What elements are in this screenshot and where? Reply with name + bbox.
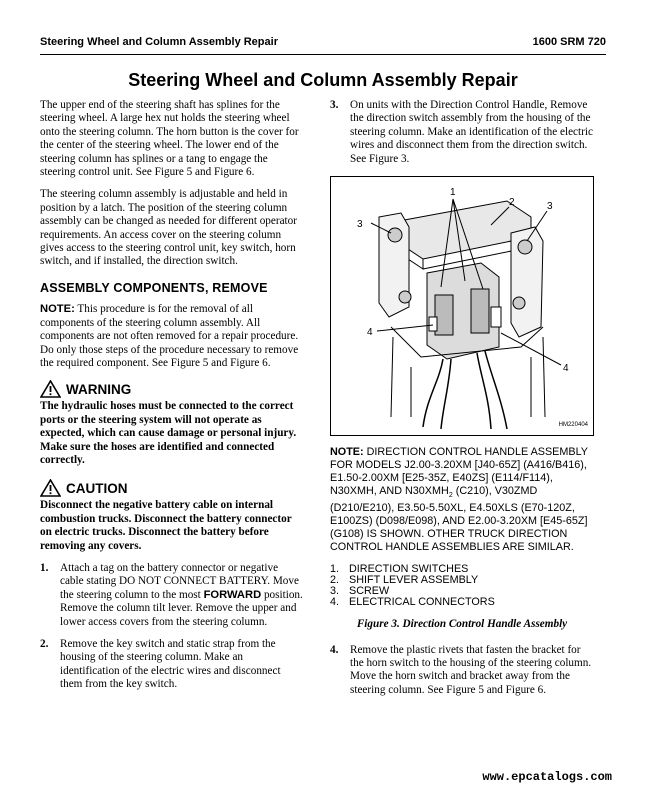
step-number: 4.: [330, 643, 339, 656]
note-label: NOTE:: [40, 303, 75, 316]
running-header-doc-number: 1600 SRM 720: [532, 36, 606, 48]
adjustment-paragraph: The steering column assembly is adjustable and held in position by a latch. The position of the steering column assembly can be changed as needed for different operator requirements. An access cover on the steering column gives access to the steering control unit, key switch, horn switch, and if installed, the direction switch.: [40, 188, 297, 268]
watermark-link[interactable]: www.epcatalogs.com: [482, 770, 612, 784]
caution-icon: [40, 479, 61, 497]
step-number: 1.: [40, 561, 49, 574]
callout-1: 1: [450, 187, 456, 199]
step-text: Attach a tag on the battery connector or negative cable stating DO NOT CONNECT BATTERY. Move the steering column to the most FORWARD position. Remove the column tilt lever. Remove the upper and lower access covers from the steering column.: [60, 561, 303, 628]
step-1: [40, 562, 304, 629]
callout-4-right: 4: [563, 363, 569, 375]
running-header-title: Steering Wheel and Column Assembly Repair: [40, 36, 278, 48]
intro-paragraph: The upper end of the steering shaft has splines for the steering wheel. A large hex nut holds the steering wheel onto the steering column. The horn button is the cover for the center of the steering wheel. The lower end of the steering column has splines or a tang to engage the steering control unit. See Figure 5 and Figure 6.: [40, 99, 299, 179]
caution-heading: [40, 479, 304, 497]
left-column: [40, 99, 304, 692]
warning-label: WARNING: [66, 381, 132, 397]
legend-item: 1. DIRECTION SWITCHES: [330, 563, 469, 576]
direction-control-handle-drawing: [331, 177, 593, 433]
step-number: 2.: [40, 638, 49, 650]
figure-3-illustration: [330, 176, 594, 436]
step-4: [330, 644, 594, 698]
step-3: [330, 99, 594, 166]
note-text: This procedure is for the removal of all components of the steering column assembly. All components are not often removed for a repair procedure. Do only those steps of the procedure necessary to remove the required component. See Figure 5 and Figure 6.: [40, 303, 299, 369]
legend-item: 3. SCREW: [330, 585, 390, 598]
figure-id: HM220404: [558, 421, 588, 428]
legend-item: 4. ELECTRICAL CONNECTORS: [330, 596, 495, 609]
step-text: Remove the key switch and static strap from the housing of the steering column. Make an identification of the electric wires and disconnect them from the key switch.: [60, 638, 281, 691]
callout-3-left: 3: [357, 219, 363, 231]
warning-icon: [40, 380, 61, 398]
page-title: Steering Wheel and Column Assembly Repair: [128, 70, 518, 90]
caution-text: Disconnect the negative battery cable on internal combustion trucks. Disconnect the battery connector on electric trucks. Disconnect the battery before removing any covers.: [40, 499, 292, 552]
callout-2: 2: [509, 197, 515, 209]
header-rule: [40, 54, 606, 55]
warning-text: The hydraulic hoses must be connected to the correct ports or the steering system will not operate as expected, which can cause damage or personal injury. Make sure the hoses are identified and connected correctly.: [40, 400, 297, 466]
caution-label: CAUTION: [66, 480, 128, 496]
note-label: NOTE:: [330, 446, 364, 459]
right-column: [330, 99, 594, 697]
step-text: On units with the Direction Control Handle, Remove the direction switch assembly from the housing of the steering column. Make an identification of the electric wires and disconnect them from the direction switch. See Figure 3.: [350, 99, 593, 165]
step-text: Remove the plastic rivets that fasten the bracket for the horn switch to the housing of the steering column. Move the horn switch and bracket away from the steering column. See Figure 5 and Figure 6.: [350, 643, 592, 696]
warning-heading: [40, 380, 304, 398]
step-number: 3.: [330, 99, 339, 111]
figure-caption: Figure 3. Direction Control Handle Assembly: [356, 618, 568, 631]
figure-note: NOTE: DIRECTION CONTROL HANDLE ASSEMBLY FOR MODELS J2.00-3.20XM [J40-65Z] (A416/B416), E1.50-2.00XM [E25-35Z, E40ZS] (E114/F114), N30XMH, AND $N30XMH_2$ (C210), V30ZMD (D210/E210), E3.50-5.50XL, E4.50XLS (E70-120Z, E100ZS) (D098/E098), AND E2.00-3.20XM [E45-65Z] (G108) IS SHOWN. OTHER TRUCK DIRECTION CONTROL HANDLE ASSEMBLIES ARE SIMILAR.: [330, 446, 588, 554]
callout-4-left: 4: [367, 327, 373, 339]
callout-3-right: 3: [547, 201, 553, 213]
legend-item: 2. SHIFT LEVER ASSEMBLY: [330, 574, 479, 587]
figure-legend: [330, 564, 594, 608]
step-2: [40, 638, 304, 692]
note-paragraph: [40, 303, 304, 370]
section-heading: ASSEMBLY COMPONENTS, REMOVE: [40, 280, 268, 295]
